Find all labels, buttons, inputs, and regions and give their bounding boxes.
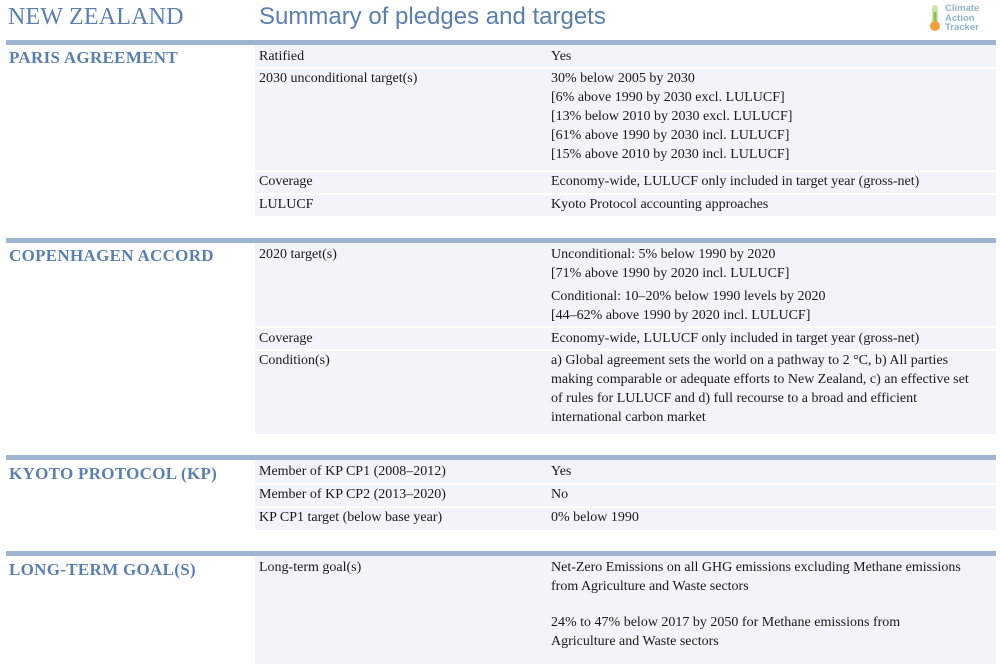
goal-line: 24% to 47% below 2017 by 2050 for Methane emissions from xyxy=(551,615,901,630)
logo-line-2: Action xyxy=(945,12,975,24)
coverage-value: Economy-wide, LULUCF only included in target year (gross-net) xyxy=(551,174,920,189)
coverage-value: Economy-wide, LULUCF only included in target year (gross-net) xyxy=(551,331,920,346)
ratified-label: Ratified xyxy=(259,49,305,64)
target-line: [13% below 2010 by 2030 excl. LULUCF] xyxy=(551,109,793,124)
longterm-heading: LONG-TERM GOAL(S) xyxy=(9,560,196,579)
lulucf-value: Kyoto Protocol accounting approaches xyxy=(551,197,769,212)
kp-target-value: 0% below 1990 xyxy=(551,510,639,525)
condition-line: of rules for LULUCF and d) full recourse to a broad and efficient xyxy=(551,391,917,406)
target-2020-conditional xyxy=(551,287,826,325)
page-title: Summary of pledges and targets xyxy=(259,3,606,30)
logo-line-1: Climate xyxy=(945,3,980,14)
goal-line: Agriculture and Waste sectors xyxy=(551,634,719,649)
paris-heading: PARIS AGREEMENT xyxy=(9,48,179,67)
kp-cp1-label: Member of KP CP1 (2008–2012) xyxy=(259,464,446,479)
target-line: Unconditional: 5% below 1990 by 2020 xyxy=(551,247,776,262)
conditions-label: Condition(s) xyxy=(259,353,330,368)
longterm-goal-value-1 xyxy=(551,558,961,596)
kp-cp1-value: Yes xyxy=(551,464,572,479)
thermometer-icon xyxy=(928,4,942,32)
target-2020-label: 2020 target(s) xyxy=(259,247,337,262)
conditions-value xyxy=(551,351,987,427)
goal-line: from Agriculture and Waste sectors xyxy=(551,579,749,594)
longterm-goal-value-2 xyxy=(551,613,900,651)
target-2030-label: 2030 unconditional target(s) xyxy=(259,71,418,86)
target-line: 30% below 2005 by 2030 xyxy=(551,71,695,86)
lulucf-label: LULUCF xyxy=(259,197,314,212)
logo-line-3: Tracker xyxy=(945,22,979,33)
target-line: Conditional: 10–20% below 1990 levels by 2020 xyxy=(551,289,826,304)
country-name: NEW ZEALAND xyxy=(8,4,184,30)
target-line: [61% above 1990 by 2030 incl. LULUCF] xyxy=(551,128,790,143)
ratified-value: Yes xyxy=(551,49,572,64)
kyoto-heading: KYOTO PROTOCOL (KP) xyxy=(9,464,218,483)
target-line: [15% above 2010 by 2030 incl. LULUCF] xyxy=(551,147,790,162)
row-divider xyxy=(255,326,996,328)
target-line: [71% above 1990 by 2020 incl. LULUCF] xyxy=(551,266,790,281)
copenhagen-heading: COPENHAGEN ACCORD xyxy=(9,246,214,265)
longterm-goal-label: Long-term goal(s) xyxy=(259,560,362,575)
coverage-label: Coverage xyxy=(259,174,313,189)
target-line: [44–62% above 1990 by 2020 incl. LULUCF] xyxy=(551,308,811,323)
target-line: [6% above 1990 by 2030 excl. LULUCF] xyxy=(551,90,785,105)
kp-target-label: KP CP1 target (below base year) xyxy=(259,510,443,525)
goal-line: Net-Zero Emissions on all GHG emissions excluding Methane emissions xyxy=(551,560,961,575)
condition-line: making comparable or adequate efforts to New Zealand, c) an effective set xyxy=(551,372,969,387)
kp-cp2-label: Member of KP CP2 (2013–2020) xyxy=(259,487,446,502)
climate-action-tracker-logo xyxy=(928,4,994,32)
kp-cp2-value: No xyxy=(551,487,569,502)
coverage-label: Coverage xyxy=(259,331,313,346)
condition-line: a) Global agreement sets the world on a pathway to 2 °C, b) All parties xyxy=(551,353,949,368)
target-2020-unconditional xyxy=(551,245,789,283)
condition-line: international carbon market xyxy=(551,410,706,425)
target-2030-value xyxy=(551,69,792,164)
